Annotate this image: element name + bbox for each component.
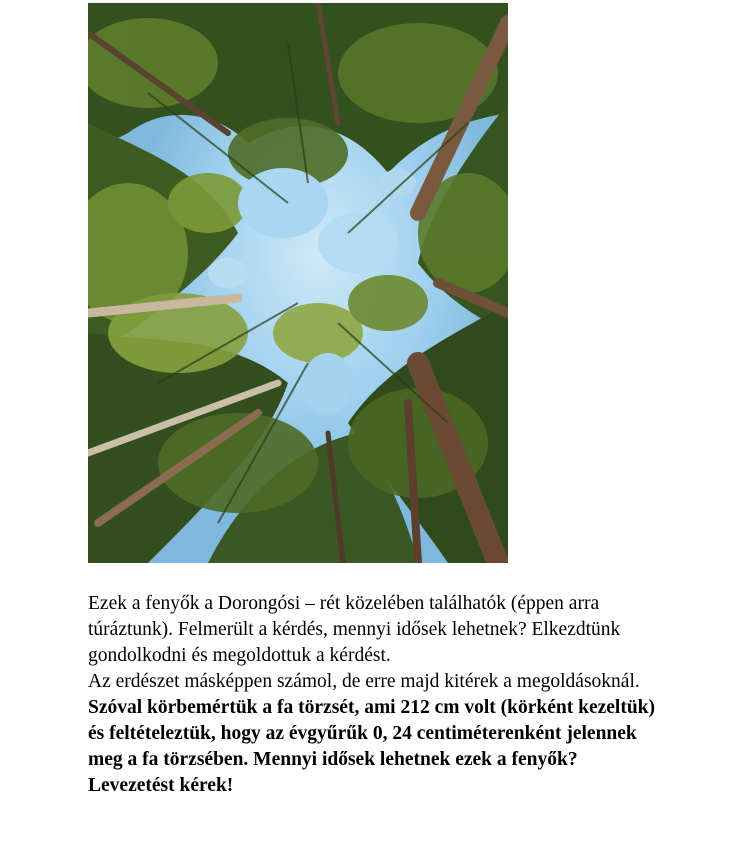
problem-paragraph: Szóval körbemértük a fa törzsét, ami 212 cm volt (körként kezeltük) és feltételeztük, hogy az évgyűrűk 0, 24 centiméterenként jelennek meg a fa törzsében. Mennyi idősek lehetnek ezek a fenyők? (88, 697, 656, 770)
intro-paragraph: Ezek a fenyők a Dorongósi – rét közelében találhatók (éppen arra túráztunk). Felmerült a kérdés, mennyi idősek lehetnek? Elkezdtünk gondolkodni és megoldottuk a kérdést. (88, 593, 621, 666)
article-text (88, 591, 668, 799)
pine-trees-photo (88, 3, 508, 563)
request-paragraph: Levezetést kérek! (88, 775, 234, 796)
note-paragraph: Az erdészet másképpen számol, de erre majd kitérek a megoldásoknál. (88, 671, 640, 692)
pine-canopy-illustration (88, 3, 508, 563)
